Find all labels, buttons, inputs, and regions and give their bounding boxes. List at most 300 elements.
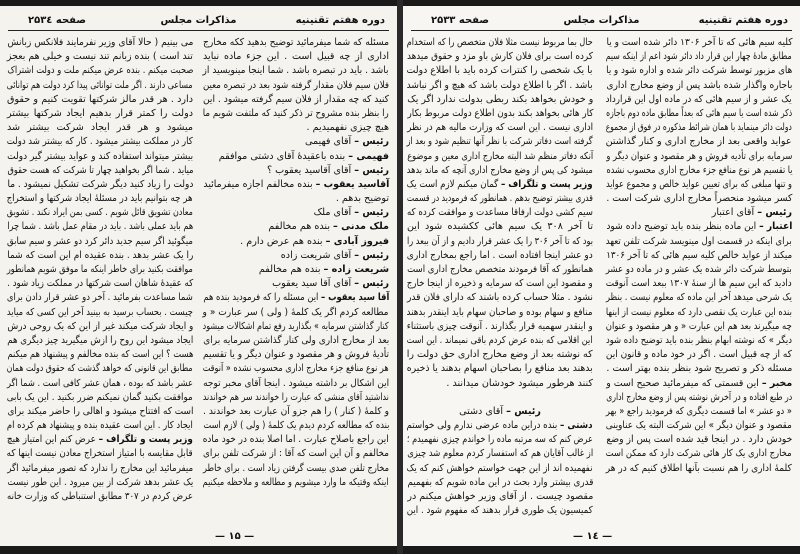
line-content: [407, 462, 593, 476]
line-text: دیگر » که نوشته ابهام بنظر بنده باید توضیح داده شود: [606, 334, 792, 346]
line-text: این اشکال بر داشته میشود . اینجا آقای مخبر توجه: [203, 377, 389, 389]
line-content: [606, 192, 792, 206]
text-line: [203, 64, 389, 78]
text-line: [606, 391, 792, 405]
text-line: [606, 263, 792, 277]
line-content: [459, 406, 541, 417]
line-content: [314, 207, 389, 218]
line-text: که نوشته بعد از وضع مخارج اداری حق دولت را: [407, 349, 593, 361]
line-text: بنده مخالفم اجازه میفرمائید: [203, 178, 316, 190]
line-text: آقای شریعت زاده: [280, 249, 355, 261]
line-content: [606, 263, 792, 277]
line-text: مسئله که شما میفرمائید توضیح بدهید ککه مخارج: [203, 37, 389, 48]
line-content: [7, 135, 193, 149]
text-line: [407, 504, 593, 518]
line-content: [606, 306, 792, 320]
line-content: [219, 151, 389, 162]
line-content: [606, 178, 792, 192]
line-content: [407, 306, 593, 320]
line-content: [7, 79, 193, 93]
text-line: [407, 220, 593, 234]
text-line: [203, 121, 389, 135]
line-text: تأدیهٔ فروش و هر مقصود و عنوان دیگر و یا تقسیم: [203, 349, 389, 361]
line-text: و مقصود این است که سرمایه و ذخیره از اینجا خارج: [407, 278, 593, 290]
line-content: [606, 419, 792, 433]
text-line: [7, 192, 193, 206]
text-line: [7, 306, 193, 320]
line-content: [407, 291, 593, 305]
line-content: [7, 377, 193, 391]
line-text: دولت را کمتر قرار بدهیم ایجاد شرکتها بیشتر: [7, 107, 193, 119]
text-line: [7, 235, 193, 249]
text-line: [606, 107, 792, 121]
line-content: [606, 391, 792, 405]
line-text: هر چه بتوانیم باید در مسئلهٔ ایجاد شرکتها و استخراج: [7, 193, 193, 205]
speaker-name: رئیس –: [354, 207, 389, 219]
text-line: [606, 121, 792, 135]
line-content: [7, 94, 193, 105]
line-text: یک عشر بدهد شرکت از بین میرود . این طور نیست: [7, 476, 193, 488]
line-content: [407, 121, 593, 135]
text-line: [7, 391, 193, 405]
text-line: [7, 263, 193, 277]
line-text: کنید که چه مقدار از فلان سیم گرفته میشود . این: [203, 93, 389, 105]
text-line: [407, 206, 593, 220]
speaker-line: [606, 206, 792, 220]
line-content: [606, 291, 792, 305]
text-line: [203, 433, 389, 447]
text-line: [606, 79, 792, 93]
line-text: آقای دشتی: [459, 405, 507, 417]
text-line: [407, 107, 593, 121]
line-text: همانطور که آقا فرمودند متخصص مخارج اداری است: [407, 264, 593, 275]
speaker-line: [203, 164, 389, 178]
text-line: [407, 447, 593, 461]
line-content: [203, 476, 389, 490]
line-text: شما مساعدت بفرمائید . آخر دو عشر قرار دادن برای: [7, 292, 193, 304]
line-text: و کلمهٔ ( کنار ) را هم جزو آن عبارت بعد خواندند .: [203, 405, 389, 417]
line-content: [7, 291, 193, 305]
speaker-name: آقاسید یعقوب –: [315, 178, 389, 190]
text-line: [7, 490, 193, 504]
line-content: [7, 263, 193, 277]
text-line: [606, 277, 792, 291]
line-text: بنده هم مخالفم: [268, 221, 334, 233]
line-content: [407, 221, 593, 232]
text-line: [203, 79, 389, 93]
text-line: [606, 235, 792, 249]
line-text: کمیسیون یک طوری قرار بدهند که مفهوم شود . این: [407, 505, 593, 517]
line-content: [407, 334, 593, 348]
page-footer-number: — ۱۵ —: [215, 531, 255, 542]
text-line: [407, 79, 593, 93]
text-line: [7, 334, 193, 348]
line-text: کار هائی بخواهد بکند بدون اطلاع دولت مربوط بکار: [407, 107, 593, 119]
text-line: [7, 277, 193, 291]
line-text: میکند از عواید خالص کلیه سیم هائی که تا آخر ۱۳۰۶: [606, 249, 792, 261]
speaker-name: وزیر پست و تلگراف –: [98, 434, 193, 446]
line-content: [606, 79, 792, 93]
line-content: [606, 277, 792, 291]
text-line: [606, 320, 792, 334]
line-content: [407, 277, 593, 291]
line-content: [272, 278, 389, 289]
text-line: [407, 192, 593, 206]
text-line: [7, 419, 193, 433]
line-content: [407, 64, 593, 78]
line-content: [203, 362, 389, 376]
text-column-left: [7, 36, 193, 504]
text-line: [7, 79, 193, 93]
line-text: خودش دارد . در اینجا قید شده است پس از وضع: [606, 434, 792, 446]
line-content: [407, 348, 593, 362]
line-text: که از چه قبیل است . اگر در خود ماده و قانون این: [606, 349, 792, 361]
line-content: [407, 206, 593, 220]
text-column-right: [606, 36, 792, 476]
line-text: عرض کردم در ۳۰۷ مطابق استنباطی که وزارت خانه: [7, 491, 193, 502]
line-text: گمان میکنم لازم است یک: [407, 178, 502, 190]
line-text: بیشتر میتواند استفاده کند و عواید بیشتر گیر دولت: [7, 150, 193, 162]
line-content: [203, 419, 389, 433]
line-content: [7, 150, 193, 164]
line-content: [446, 378, 593, 389]
text-line: [7, 50, 193, 64]
line-content: [606, 447, 792, 461]
text-line: [606, 150, 792, 164]
speaker-name: رئیس –: [506, 405, 541, 417]
text-line: [7, 405, 193, 419]
line-text: نشود . مثلا حساب کرده باشند که دارای فلان قدر: [407, 292, 593, 304]
line-content: [407, 178, 593, 192]
speaker-line: [203, 277, 389, 291]
line-content: [407, 490, 593, 504]
line-text: بود که تا آخر ۳۰۶ را یک عشر قرار دادیم و از آن ببعد را: [407, 235, 593, 247]
text-line: [7, 348, 193, 362]
line-text: تند است ) بنده زبانم تند نیست و خیلی هم بعجز: [7, 51, 193, 63]
text-line: [203, 362, 389, 376]
line-text: یا تقسیم هر نوع منافع جزء مخارج اداری محسوب نشده: [606, 164, 792, 176]
speaker-name: رئیس –: [354, 249, 389, 261]
line-content: [7, 362, 193, 376]
line-content: [259, 264, 389, 275]
line-content: [606, 235, 792, 249]
text-line: [407, 490, 593, 504]
line-content: [7, 164, 193, 178]
line-text: دولت را زیاد کنید دیگر شرکت تشکیل نمیشود . ما: [7, 178, 193, 190]
line-text: را بنظر بنده مشروح تر ذکر کنید که ملتفت شویم ما: [203, 107, 389, 119]
line-content: [7, 220, 193, 234]
line-text: ذکر شده است یا سیم هائی که بعداً مطابق ماده دوم باجازه: [606, 107, 792, 119]
speaker-name: آقا سید یعقوب –: [320, 292, 389, 304]
line-text: می بینیم ( حالا آقای وزیر نفرمایند فلانکس زبانش: [7, 37, 193, 48]
speaker-name: فهیمی –: [348, 150, 389, 162]
line-content: [203, 107, 389, 121]
text-line: [7, 64, 193, 78]
line-content: [203, 291, 389, 305]
line-text: ایجاد کار . این است عقیده بنده و پیشنهاد هم کرده ام: [7, 420, 193, 432]
page-number: صفحه ۲۵۳۳: [431, 15, 490, 26]
text-line: [407, 235, 593, 249]
line-content: [407, 320, 593, 334]
text-line: [407, 50, 593, 64]
line-text: موافقت بکنید گمان نمیکنم ضرر بکنید . این یک بابی: [7, 391, 193, 403]
line-text: گرفته است دفاتر شرکت با نظر آنها تنظیم شود و بعد از: [407, 136, 593, 148]
line-content: [407, 93, 593, 107]
line-content: [606, 64, 792, 78]
text-line: [407, 377, 593, 391]
text-line: [203, 348, 389, 362]
line-content: [7, 476, 193, 490]
line-text: آقای ملک: [313, 207, 355, 219]
line-text: قدری بیشتر توضیح بدهم . همانطور که فرمودید در قسمت: [407, 193, 593, 205]
speaker-line: [606, 377, 792, 391]
text-line: [606, 178, 792, 192]
speaker-name: رئیس –: [354, 136, 389, 148]
line-content: [203, 405, 389, 419]
speaker-name: رئیس –: [757, 207, 792, 219]
line-text: میشود و هر قدر ایجاد شرکت بیشتر شد: [7, 122, 193, 134]
speaker-line: [407, 178, 593, 192]
text-line: [606, 291, 792, 305]
line-text: آقای فهیمی: [305, 136, 355, 148]
line-text: دو عشر اینجا افتاده است . اما راجع بمخارج اداری: [407, 249, 593, 261]
line-text: مخارج تلفن صدی بیست گرفتن زیاد است . برای خاطر: [203, 462, 389, 474]
line-text: میفرمائید این مخارج را ندارد که تصور میفرمائید اگر: [7, 462, 193, 474]
text-line: [7, 377, 193, 391]
line-text: است که افتتاح میشود و اهالی را حاضر میکند برای: [7, 405, 193, 417]
line-text: سیم کشی دولت ارفاقا مساعدت و موافقت کرده که: [407, 207, 593, 219]
line-text: باشد . اگر با اطلاع دولت باشد که هیچ و اگر نباشد: [407, 79, 593, 91]
line-text: دارد . هر قدر مالز شرکتها تقویت کنیم و حقوق: [7, 93, 193, 105]
text-line: [7, 164, 193, 178]
line-text: هست ؟ این است که بنده مخالفم و پیشنهاد هم میکنم: [7, 349, 193, 361]
line-content: [7, 391, 193, 405]
line-text: عرض کنم این امتیاز هیچ: [7, 434, 99, 446]
text-line: [203, 306, 389, 320]
line-content: [407, 107, 593, 121]
speaker-line: [203, 249, 389, 263]
line-content: [7, 334, 193, 348]
line-text: مخارج اداری یک کار هائی شرکت دارد که ممکن است: [606, 448, 792, 460]
line-content: [7, 206, 193, 220]
line-text: با یک شخصی را کنترات کرده باید با اطلاع دولت: [407, 65, 593, 77]
line-content: [606, 334, 792, 348]
text-line: [407, 135, 593, 149]
line-text: تا آخر ۳۰۸ یک سیم هائی ککشیده شود این: [407, 221, 593, 233]
line-content: [407, 36, 593, 50]
line-content: [407, 249, 593, 263]
line-text: میگوئید اگر سیم جدید دائر کرد دو عشر و سیم سابق: [7, 235, 193, 247]
speaker-line: [203, 235, 389, 249]
line-text: میشود کی پس از وضع مخارج اداری آنچه که ماند بدهد: [407, 164, 593, 176]
text-line: [407, 93, 593, 107]
line-content: [7, 348, 193, 362]
line-text: توضیح بدهم .: [335, 193, 389, 205]
line-content: [606, 107, 792, 121]
line-content: [407, 79, 593, 93]
line-content: [606, 249, 792, 263]
line-text: از غالب آقایان هم که استفسار کردم معلوم شد چیزی: [407, 448, 593, 460]
line-content: [407, 192, 593, 206]
line-content: [606, 433, 792, 447]
speaker-line: [7, 433, 193, 447]
line-content: [203, 306, 389, 320]
text-column-left: [407, 36, 593, 518]
line-text: را یک عشر بدهد . بنده عقیده ام این است که شما: [7, 249, 193, 261]
text-line: [407, 348, 593, 362]
text-line: [606, 135, 792, 149]
line-content: [7, 64, 193, 78]
line-content: [7, 192, 193, 206]
line-content: [203, 93, 389, 107]
speaker-line: [203, 150, 389, 164]
line-text: هیچ چیزی نفهمیدیم .: [306, 122, 389, 134]
text-line: [606, 192, 792, 206]
text-line: [7, 362, 193, 376]
line-content: [407, 263, 593, 277]
text-line: [7, 121, 193, 135]
line-content: [203, 391, 389, 405]
text-line: [203, 107, 389, 121]
line-content: [407, 476, 593, 490]
line-text: سرمایه برای تأدیه فروش و هر مقصود و عنوان دیگر و: [606, 150, 792, 162]
line-text: یک شرحی میدهد آخر این ماده که معلوم نیست . بنظر: [606, 292, 792, 304]
line-text: حال بما مربوط نیست مثلا فلان متخصص را که استخدام: [407, 37, 593, 48]
page-header: [8, 14, 389, 31]
text-line: [606, 348, 792, 362]
line-content: [7, 277, 193, 291]
speaker-line: [203, 220, 389, 234]
line-text: های مزبور توسط شرکت دائر شده و اداره شود و یا: [606, 65, 792, 77]
line-text: « دو عشر » اما قسمت دیگری که فرمودید راجع « بهر: [606, 405, 792, 417]
text-line: [606, 419, 792, 433]
line-text: باجاره واگذار شده باشد پس از وضع مخارج اداری: [606, 79, 792, 91]
line-text: کلیه سیم هائی که تا آخر ۱۳۰۶ دائر شده است و یا: [606, 37, 792, 48]
line-content: [407, 433, 593, 447]
line-content: [407, 150, 593, 164]
text-line: [407, 36, 593, 50]
line-content: [7, 235, 193, 249]
line-content: [606, 348, 792, 362]
line-text: معادن تشویق قائل شویم . کسی بمن ایراد نکند . تشویق: [7, 207, 193, 219]
line-content: [407, 50, 593, 64]
line-content: [203, 334, 389, 348]
line-text: کنار گذاشتن سرمایه » بگذارید رفع تمام اشکالات میشود: [203, 320, 389, 332]
speaker-name: شریعت زاده –: [323, 264, 389, 275]
line-text: باشد . باید در تبصره باشد . شما اینجا مینویسید از: [203, 65, 389, 77]
text-line: [606, 50, 792, 64]
text-line: [407, 249, 593, 263]
line-text: کرده است برای فلان کارش باو مزد و حقوق میدهد: [407, 51, 593, 63]
line-content: [606, 220, 792, 234]
line-text: و اینقدر سهمیه قرار بگذارند . آنوقت چیزی باستثناء: [407, 320, 593, 332]
speaker-line: [407, 419, 593, 433]
line-content: [203, 64, 389, 78]
line-content: [7, 36, 193, 50]
text-line: [407, 320, 593, 334]
line-text: اداری نیست . این است که وزارت مالیه هم در نظر: [407, 122, 593, 134]
text-line: [606, 64, 792, 78]
text-line: [606, 462, 792, 476]
text-line: [606, 447, 792, 461]
line-content: [7, 419, 193, 433]
text-line: [407, 462, 593, 476]
line-content: [407, 135, 593, 149]
text-line: [7, 107, 193, 121]
line-content: [7, 490, 193, 504]
text-line: [7, 462, 193, 476]
header-title: مذاکرات مجلس: [160, 15, 237, 26]
line-text: اینکه وقتیکه ما وارد میشویم و مطالعه و ملاحظه میکنیم: [203, 476, 389, 488]
text-line: [407, 121, 593, 135]
line-content: [7, 249, 193, 263]
speaker-line: [203, 291, 389, 305]
line-text: بتوسط شرکت دائر شده یک عشر و در ماده دو عشر: [606, 264, 792, 275]
page-header: [411, 14, 792, 31]
line-content: [7, 405, 193, 419]
line-text: بنده دراین ماده عرضی ندارم ولی خواستم: [407, 420, 561, 432]
line-text: فلان سیم فلان مقدار گرفته شود بعد در تبصره معین: [203, 79, 389, 91]
text-line: [606, 164, 792, 178]
line-text: این اقلامی که بنده عرض کردم باقی نمیماند . این است: [407, 334, 593, 346]
text-column-right: [203, 36, 389, 490]
text-line: [407, 277, 593, 291]
session-label: دوره هفتم تقنینیه: [698, 15, 788, 26]
line-text: ایجاد میشود این روح را ازش میگیرید چیز دیگری هم: [7, 334, 193, 346]
line-text: چه میگیرند بعد هم این عبارت « و هر مقصود و عنوان: [606, 320, 792, 332]
line-text: این راجع باصلاح عبارت . اما اصلا بنده در خود ماده: [203, 434, 389, 446]
left-page: [0, 6, 397, 546]
text-line: [203, 391, 389, 405]
line-text: بنده هم مخالفم: [258, 264, 324, 275]
line-content: [606, 320, 792, 334]
line-text: هم باید عملی باشد . باید در مقام عمل باشد . شما چرا: [7, 221, 193, 233]
line-content: [203, 433, 389, 447]
line-content: [203, 320, 389, 334]
text-line: [407, 64, 593, 78]
line-text: عواید واقعی بعد از مخارج اداری و کنار گذاشتن: [606, 136, 792, 148]
page-footer-number: — ۱٤ —: [573, 531, 613, 542]
text-line: [203, 50, 389, 64]
line-content: [712, 207, 792, 218]
line-content: [240, 236, 389, 247]
text-line: [606, 249, 792, 263]
header-title: مذاکرات مجلس: [563, 15, 640, 26]
line-content: [7, 108, 193, 119]
line-text: عرض کنم که سه مرتبه ماده را خواندم چیزی نفهمیدم ؛: [407, 434, 593, 446]
line-content: [268, 221, 389, 232]
line-content: [203, 51, 389, 62]
line-content: [203, 447, 389, 461]
text-line: [7, 220, 193, 234]
right-page: [403, 6, 800, 546]
line-content: [203, 178, 389, 192]
text-line: [407, 433, 593, 447]
text-line: [7, 320, 193, 334]
text-line: [7, 135, 193, 149]
speaker-line: [203, 178, 389, 192]
text-line: [606, 433, 792, 447]
line-text: مطابق مادهٔ چهار این قرار داد دائر شود اعم از اینکه سیم: [606, 51, 792, 63]
text-line: [203, 334, 389, 348]
line-text: این مسئله را که فرمودید بنده هم: [203, 292, 321, 304]
text-line: [7, 206, 193, 220]
text-line: [7, 150, 193, 164]
speaker-name: فیروز آبادی –: [325, 235, 389, 247]
speaker-name: ملک مدنی –: [333, 221, 389, 233]
line-text: اداری از چه قبیل است . این جزء ماده نباید: [203, 51, 389, 63]
line-content: [203, 79, 389, 93]
